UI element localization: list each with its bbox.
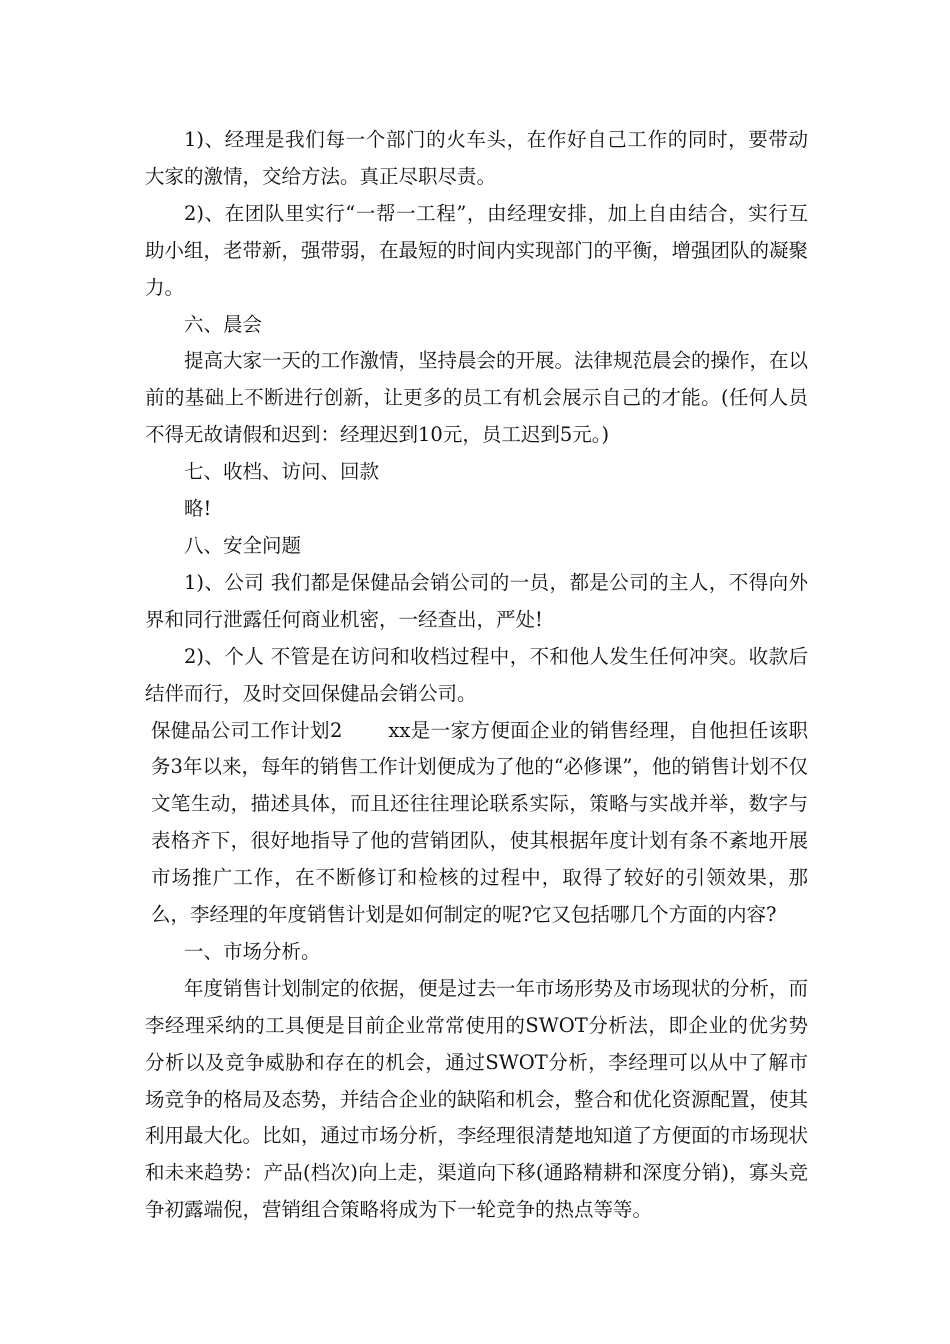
document-page xyxy=(145,122,808,1229)
paragraph-team-mentoring: 2)、在团队里实行“一帮一工程”，由经理安排，加上自由结合，实行互助小组，老带新，强带弱，在最短的时间内实现部门的平衡，增强团队的凝聚力。 xyxy=(145,201,809,299)
paragraph-company-security: 1)、公司 我们都是保健品会销公司的一员，都是公司的主人，不得向外界和同行泄露任何商业机密，一经查出，严处! xyxy=(145,570,808,631)
paragraph-manager-role: 1)、经理是我们每一个部门的火车头，在作好自己工作的同时，要带动大家的激情，交给方法。真正尽职尽责。 xyxy=(145,128,808,188)
paragraph-morning-meeting: 提高大家一天的工作激情，坚持晨会的开展。法律规范晨会的操作，在以前的基础上不断进行创新，让更多的员工有机会展示自己的才能。(任何人员不得无故请假和迟到：经理迟到10元，员工迟到5元。) xyxy=(145,349,809,447)
paragraph-personal-security: 2)、个人 不管是在访问和收档过程中，不和他人发生任何冲突。收款后结伴而行，及时交回保健品会销公司。 xyxy=(145,644,808,705)
heading-security-issues: 八、安全问题 xyxy=(184,533,302,557)
section-title: 保健品公司工作计划2 xyxy=(151,718,343,742)
heading-morning-meeting: 六、晨会 xyxy=(184,312,263,336)
paragraph-market-analysis: 年度销售计划制定的依据，便是过去一年市场形势及市场现状的分析，而李经理采纳的工具便是目前企业常常使用的SWOT分析法，即企业的优劣势分析以及竞争威胁和存在的机会，通过SWOT分析，李经理可以从中了解市场竞争的格局及态势，并结合企业的缺陷和机会，整合和优化资源配置，使其利用最大化。比如，通过市场分析，李经理很清楚地知道了方便面的市场现状和未来趋势：产品(档次)向上走，渠道向下移(通路精耕和深度分销)，寡头竞争初露端倪，营销组合策略将成为下一轮竞争的热点等等。 xyxy=(145,976,809,1222)
paragraph-omitted: 略! xyxy=(184,497,212,521)
heading-market-analysis: 一、市场分析。 xyxy=(184,939,321,963)
heading-collection-visits-payments: 七、收档、访问、回款 xyxy=(184,460,380,484)
section-intro-text: xx是一家方便面企业的销售经理，自他担任该职务3年以来，每年的销售工作计划便成为了他的“必修课”，他的销售计划不仅文笔生动，描述具体，而且还往往理论联系实际，策略与实战并举，数字与表格齐下，很好地指导了他的营销团队，使其根据年度计划有条不紊地开展市场推广工作，在不断修订和检核的过程中，取得了较好的引领效果，那么，李经理的年度销售计划是如何制定的呢?它又包括哪几个方面的内容? xyxy=(151,718,808,927)
section-intro-paragraph xyxy=(145,713,808,934)
